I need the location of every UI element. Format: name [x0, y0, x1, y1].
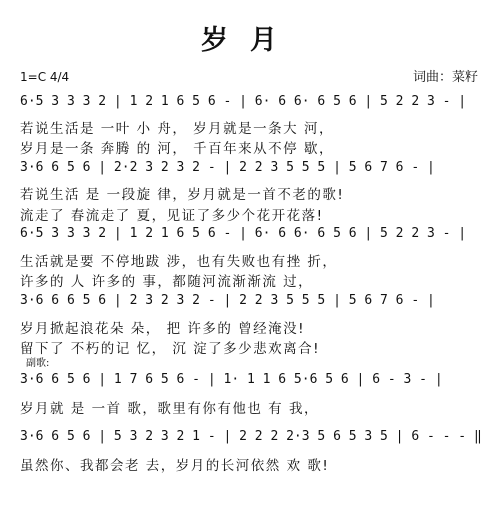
notation-line-3: 6·5 3 3 3 2 | 1 2 1 6 5 6 - | 6· 6 6· 6 5 6 | 5 2 2 3 - | [20, 226, 467, 241]
lyric-line-4b: 留下了 不朽的记 忆， 沉 淀了多少悲欢离合! [20, 341, 321, 357]
lyric-line-1a: 若说生活是 一叶 小 舟， 岁月就是一条大 河， [20, 121, 334, 137]
chorus-label: 副歌: [26, 358, 50, 369]
lyric-line-3a: 生活就是要 不停地跋 涉，也有失败也有挫 折， [20, 254, 338, 270]
song-title: 岁月 [201, 25, 299, 56]
notation-line-1: 6·5 3 3 3 2 | 1 2 1 6 5 6 - | 6· 6 6· 6 5 6 | 5 2 2 3 - | [20, 94, 467, 109]
lyric-line-1b: 岁月是一条 奔腾 的 河， 千百年来从不停 歇， [20, 141, 334, 157]
notation-line-5: 3·6 6 5 6 | 1 7 6 5 6 - | 1· 1 1 6 5·6 5 6 | 6 - 3 - | [20, 372, 443, 387]
lyric-line-4a: 岁月掀起浪花朵 朵， 把 许多的 曾经淹没! [20, 321, 306, 337]
lyric-line-2b: 流走了 春流走了 夏，见证了多少个花开花落! [20, 208, 324, 224]
lyric-line-2a: 若说生活 是 一段旋 律，岁月就是一首不老的歌! [20, 187, 345, 203]
lyric-line-3b: 许多的 人 许多的 事，都随河流渐渐流 过， [20, 274, 314, 290]
credit-line: 词曲：菜籽 [412, 70, 478, 85]
key-signature: 1=C 4/4 [20, 70, 70, 84]
lyric-line-5: 岁月就 是 一首 歌，歌里有你有他也 有 我， [20, 401, 319, 417]
notation-line-6: 3·6 6 5 6 | 5 3 2 3 2 1 - | 2 2 2 2·3 5 6 5 3 5 | 6 - - - ‖ [20, 429, 482, 444]
lyric-line-6: 虽然你、我都会老 去，岁月的长河依然 欢 歌! [20, 458, 330, 474]
notation-line-2: 3·6 6 5 6 | 2·2 3 2 3 2 - | 2 2 3 5 5 5 | 5 6 7 6 - | [20, 160, 435, 175]
notation-line-4: 3·6 6 6 5 6 | 2 3 2 3 2 - | 2 2 3 5 5 5 | 5 6 7 6 - | [20, 293, 435, 308]
